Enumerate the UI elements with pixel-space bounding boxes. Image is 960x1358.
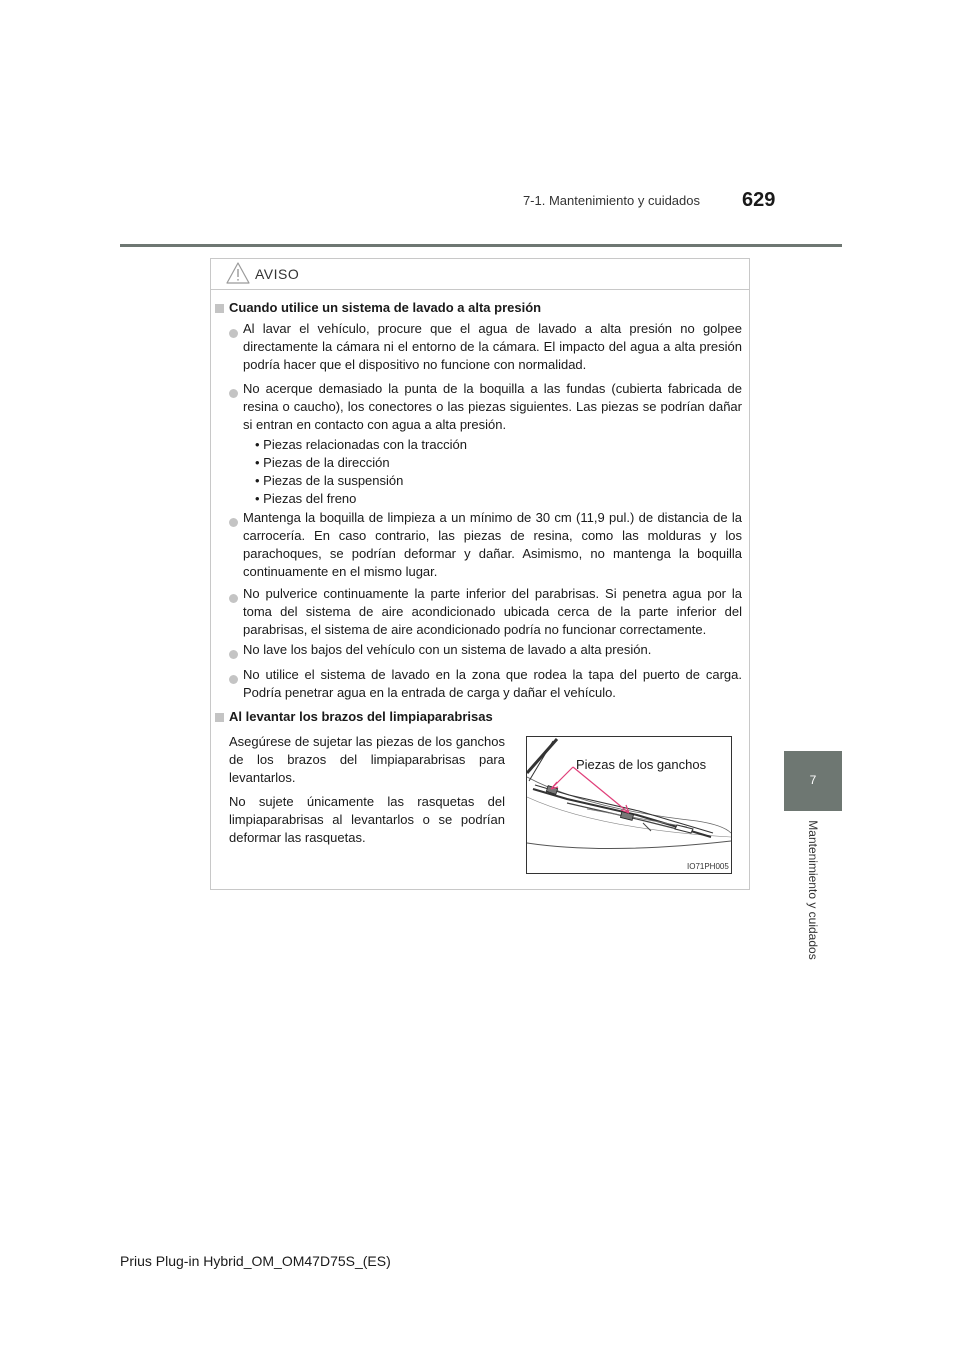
page-number: 629 [742, 189, 776, 211]
section-heading-wiper-arms: Al levantar los brazos del limpiaparabrisas [229, 709, 493, 724]
round-bullet [229, 518, 238, 527]
figure-code: IO71PH005 [687, 862, 729, 871]
warning-item: No pulverice continuamente la parte inferior del parabrisas. Si penetra agua por la toma del sistema de aire acondicionado ubicada cerca de la parte inferior del parabrisas, el sistema de aire acondicionado podría no funcionar correctamente. [243, 586, 742, 637]
round-bullet [229, 389, 238, 398]
round-bullet [229, 650, 238, 659]
sub-item: • Piezas del freno [255, 491, 357, 506]
sub-item: • Piezas de la dirección [255, 455, 390, 470]
wiper-illustration [526, 736, 732, 874]
chapter-number: 7 [809, 773, 817, 787]
section-square-bullet [215, 713, 224, 722]
header-rule [120, 244, 842, 247]
round-bullet [229, 329, 238, 338]
chapter-label: Mantenimiento y cuidados [806, 820, 820, 960]
warning-header [211, 259, 749, 290]
warning-item: No lave los bajos del vehículo con un sistema de lavado a alta presión. [243, 642, 652, 657]
warning-item: Al lavar el vehículo, procure que el agua de lavado a alta presión no golpee directamente la cámara ni el entorno de la cámara. El impacto del agua a alta presión podría hacer que el dispositivo no funcione con normalidad. [243, 321, 742, 372]
round-bullet [229, 594, 238, 603]
figure-callout-label: Piezas de los ganchos [576, 757, 707, 772]
warning-title: AVISO [255, 266, 300, 282]
warning-item: No utilice el sistema de lavado en la zona que rodea la tapa del puerto de carga. Podría penetrar agua en la entrada de carga y dañar el vehículo. [243, 667, 742, 700]
wiper-paragraph: No sujete únicamente las rasquetas del limpiaparabrisas al levantarlos o se podrían deformar las rasquetas. [229, 794, 505, 845]
document-footer: Prius Plug-in Hybrid_OM_OM47D75S_(ES) [120, 1253, 391, 1269]
sub-item: • Piezas de la suspensión [255, 473, 404, 488]
warning-item: Mantenga la boquilla de limpieza a un mínimo de 30 cm (11,9 pul.) de distancia de la carrocería. En caso contrario, las piezas de resina, como las molduras y los parachoques, se podrían deformar y dañar. Asimismo, no mantenga la boquilla continuamente en el mismo lugar. [243, 510, 742, 579]
section-title: 7-1. Mantenimiento y cuidados [522, 193, 700, 208]
sub-item: • Piezas relacionadas con la tracción [255, 437, 467, 452]
warning-triangle-icon [225, 261, 251, 285]
wiper-paragraph: Asegúrese de sujetar las piezas de los ganchos de los brazos del limpiaparabrisas para levantarlos. [229, 734, 505, 785]
round-bullet [229, 675, 238, 684]
section-heading-pressure-wash: Cuando utilice un sistema de lavado a alta presión [229, 300, 542, 315]
warning-item: No acerque demasiado la punta de la boquilla a las fundas (cubierta fabricada de resina o caucho), los conectores o las piezas siguientes. Las piezas se podrían dañar si entran en contacto con agua a alta presión. [243, 381, 742, 432]
section-square-bullet [215, 304, 224, 313]
